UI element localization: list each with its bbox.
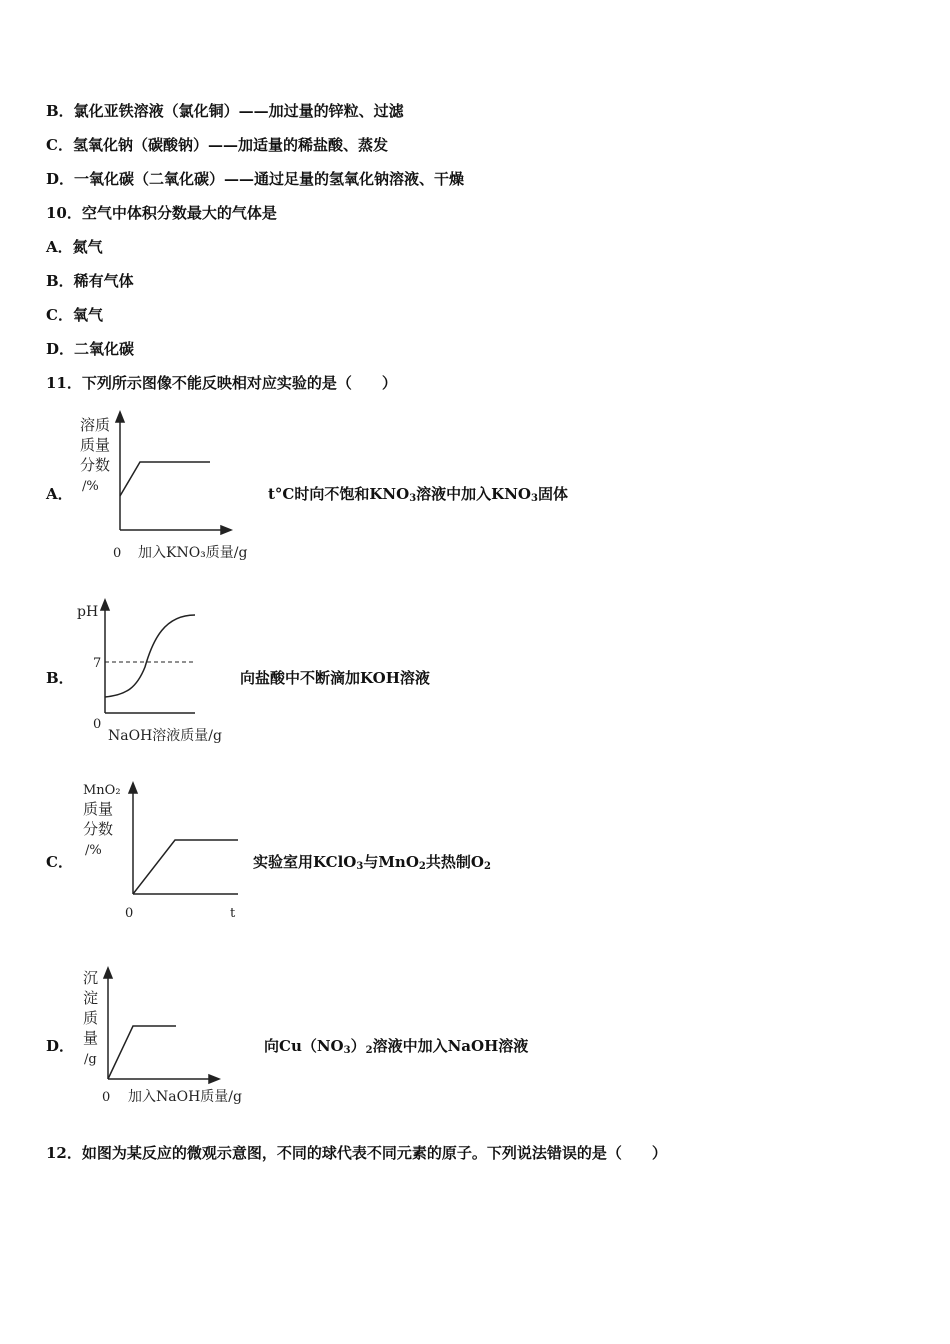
x-axis-label: NaOH溶液质量/g <box>108 728 222 744</box>
q10-option-d: D．二氧化碳 <box>46 340 135 358</box>
y-label-line-2: 质量 <box>83 800 114 818</box>
desc-part: 向Cu（NO <box>264 1037 344 1055</box>
curve-line <box>108 1026 176 1079</box>
origin-label: 0 <box>113 546 122 561</box>
q11-option-a-description <box>268 484 568 509</box>
y-label-line-3: 质 <box>83 1009 99 1027</box>
y-label-line-2: 质量 <box>80 436 111 454</box>
desc-part: ） <box>350 1037 366 1055</box>
x-axis-label: t <box>230 906 236 921</box>
q11-option-c-description <box>253 852 491 877</box>
x-axis-label: 加入NaOH质量/g <box>128 1089 242 1105</box>
desc-part: 溶液中加入NaOH溶液 <box>372 1037 529 1055</box>
y-label-line-1: MnO₂ <box>83 783 121 798</box>
q9-option-d: D．一氧化碳（二氧化碳）——通过足量的氢氧化钠溶液、干燥 <box>46 170 465 188</box>
y-axis-arrow-icon <box>104 968 112 978</box>
y-label-line-4: /% <box>82 479 99 494</box>
desc-subscript: 2 <box>365 1045 373 1056</box>
desc-part: 共热制O <box>425 853 484 871</box>
q11-graph-a <box>75 410 275 570</box>
q12-stem: 12．如图为某反应的微观示意图，不同的球代表不同元素的原子。下列说法错误的是（ ） <box>46 1144 667 1162</box>
curve-line <box>120 462 210 496</box>
desc-subscript: 3 <box>343 1045 351 1056</box>
desc-subscript: 2 <box>483 861 491 872</box>
q11-graph-c <box>75 778 275 923</box>
y-label-line-1: 沉 <box>83 969 99 987</box>
q10-option-b: B．稀有气体 <box>46 272 134 290</box>
y-label-line-5: /g <box>84 1052 97 1067</box>
reference-value-label: 7 <box>93 656 102 671</box>
y-axis-arrow-icon <box>116 412 124 422</box>
x-axis-arrow-icon <box>209 1075 219 1083</box>
q9-option-c: C．氢氧化钠（碳酸钠）——加适量的稀盐酸、蒸发 <box>46 136 388 154</box>
curve-line <box>133 840 238 894</box>
y-label-line-3: 分数 <box>80 456 111 474</box>
q11-option-b-description: 向盐酸中不断滴加KOH溶液 <box>240 669 430 687</box>
x-axis-label: 加入KNO₃质量/g <box>138 545 248 561</box>
x-axis-arrow-icon <box>221 526 231 534</box>
q11-option-c-letter: C． <box>46 853 73 871</box>
desc-part: 固体 <box>537 485 568 503</box>
desc-part: 与MnO <box>363 853 419 871</box>
y-axis-arrow-icon <box>101 600 109 610</box>
q11-option-d-letter: D． <box>46 1037 75 1055</box>
q11-option-a-letter: A． <box>46 485 73 503</box>
origin-label: 0 <box>102 1090 111 1105</box>
q10-stem: 10．空气中体积分数最大的气体是 <box>46 204 277 222</box>
y-axis-arrow-icon <box>129 783 137 793</box>
y-label-line-4: /% <box>85 843 102 858</box>
ph-curve <box>105 615 195 697</box>
q11-stem: 11．下列所示图像不能反映相对应实验的是（ ） <box>46 374 397 392</box>
origin-label: 0 <box>93 717 102 732</box>
y-label-line-4: 量 <box>83 1029 99 1047</box>
q11-option-b-letter: B． <box>46 669 74 687</box>
q11-option-d-description <box>264 1036 528 1061</box>
desc-part: 实验室用KClO <box>253 853 357 871</box>
y-label-line-2: 淀 <box>83 989 99 1007</box>
origin-label: 0 <box>125 906 134 921</box>
y-label-line-3: 分数 <box>83 820 114 838</box>
desc-subscript: 3 <box>530 493 538 504</box>
q11-graph-d <box>75 963 275 1113</box>
q10-option-c: C．氧气 <box>46 306 103 324</box>
desc-part: 溶液中加入KNO <box>416 485 531 503</box>
desc-subscript: 3 <box>409 493 417 504</box>
desc-part: t°C时向不饱和KNO <box>268 485 410 503</box>
desc-subscript: 2 <box>418 861 426 872</box>
desc-subscript: 3 <box>356 861 364 872</box>
q10-option-a: A．氮气 <box>46 238 103 256</box>
y-label-line-1: 溶质 <box>80 416 111 434</box>
y-axis-label: pH <box>77 604 99 620</box>
q9-option-b: B．氯化亚铁溶液（氯化铜）——加过量的锌粒、过滤 <box>46 102 404 120</box>
